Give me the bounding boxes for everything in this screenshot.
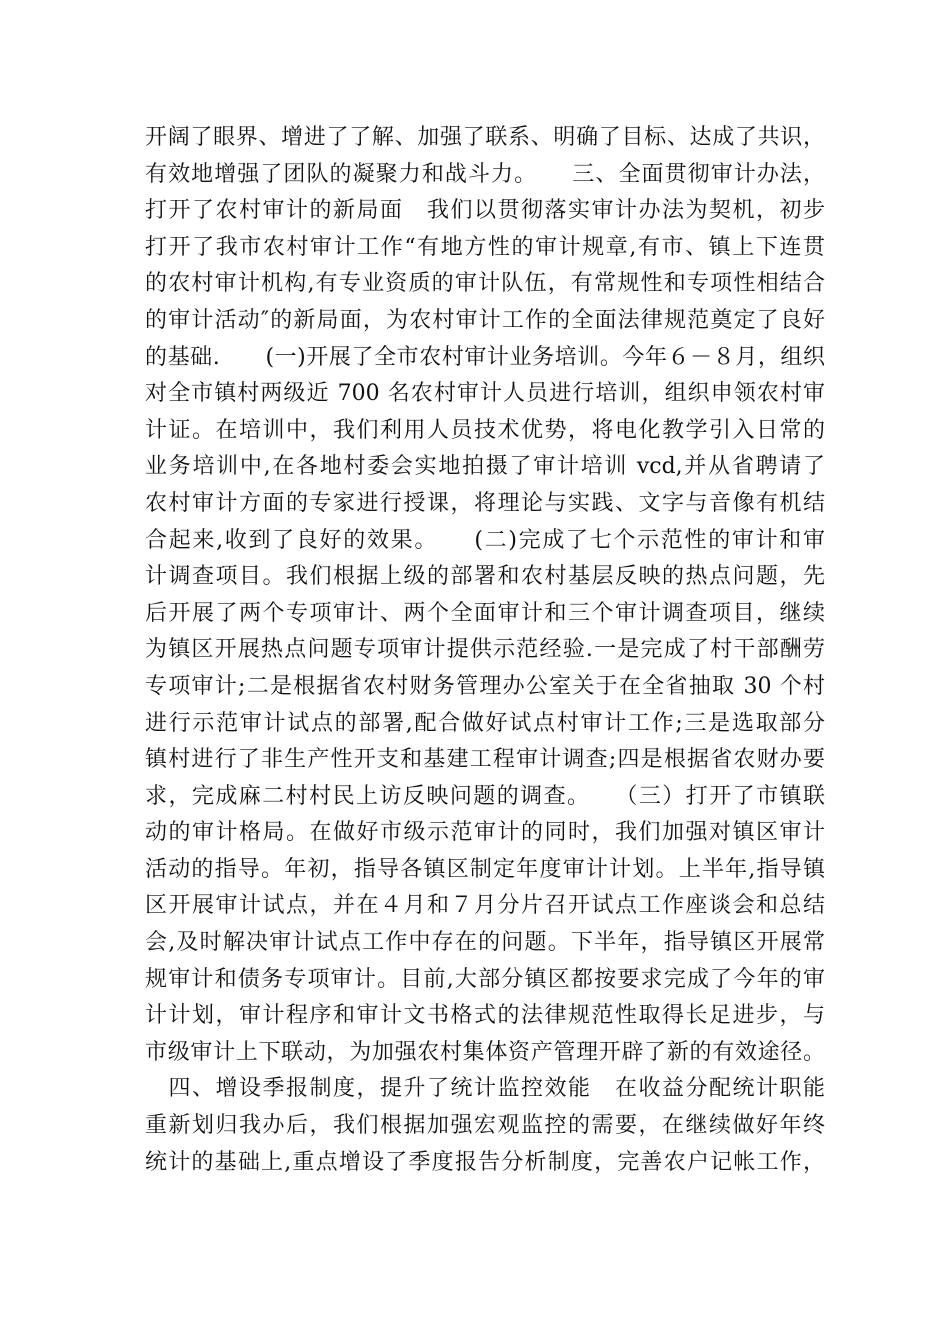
text-line: 对全市镇村两级近 700 名农村审计人员进行培训，组织申领农村审 [145,381,825,407]
text-line: 进行示范审计试点的部署,配合做好试点村审计工作;三是选取部分 [145,710,825,736]
text-line: 为镇区开展热点问题专项审计提供示范经验.一是完成了村干部酬劳 [145,637,825,663]
text-line: 的审计活动″的新局面，为农村审计工作的全面法律规范奠定了良好 [145,307,825,333]
text-line: 计证。在培训中，我们利用人员技术优势，将电化教学引入日常的 [145,417,825,443]
text-line: 活动的指导。年初，指导各镇区制定年度审计计划。上半年,指导镇 [145,856,825,882]
text-line: 区开展审计试点，并在４月和７月分片召开试点工作座谈会和总结 [145,893,825,919]
text-line: 镇村进行了非生产性开支和基建工程审计调查;四是根据省农财办要 [145,747,825,773]
text-line: 会,及时解决审计试点工作中存在的问题。下半年，指导镇区开展常 [145,930,825,956]
text-line: 统计的基础上,重点增设了季度报告分析制度，完善农户记帐工作， [145,1149,825,1175]
text-line: 打开了我市农村审计工作“有地方性的审计规章,有市、镇上下连贯 [145,234,825,260]
text-line: 市级审计上下联动，为加强农村集体资产管理开辟了新的有效途径。 [145,1039,825,1065]
text-line: 有效地增强了团队的凝聚力和战斗力。 三、全面贯彻审计办法， [145,161,825,187]
text-line: 合起来,收到了良好的效果。 (二)完成了七个示范性的审计和审 [145,527,825,553]
text-line: 四、增设季报制度，提升了统计监控效能 在收益分配统计职能 [145,1076,825,1102]
text-line: 后开展了两个专项审计、两个全面审计和三个审计调查项目，继续 [145,600,825,626]
text-line: 的农村审计机构,有专业资质的审计队伍，有常规性和专项性相结合 [145,271,825,297]
text-line: 规审计和债务专项审计。目前,大部分镇区都按要求完成了今年的审 [145,966,825,992]
text-line: 打开了农村审计的新局面 我们以贯彻落实审计办法为契机，初步 [145,198,825,224]
text-line: 计调查项目。我们根据上级的部署和农村基层反映的热点问题，先 [145,564,825,590]
text-line: 专项审计;二是根据省农村财务管理办公室关于在全省抽取 30 个村 [145,673,825,699]
text-line: 动的审计格局。在做好市级示范审计的同时，我们加强对镇区审计 [145,820,825,846]
text-line: 农村审计方面的专家进行授课，将理论与实践、文字与音像有机结 [145,490,825,516]
text-line: 求，完成麻二村村民上访反映问题的调查。 （三）打开了市镇联 [145,783,825,809]
text-line: 计计划，审计程序和审计文书格式的法律规范性取得长足进步，与 [145,1003,825,1029]
body-text [145,120,825,1181]
text-line: 的基础. (一)开展了全市农村审计业务培训。今年６－８月，组织 [145,344,825,370]
text-line: 重新划归我办后，我们根据加强宏观监控的需要，在继续做好年终 [145,1113,825,1139]
text-line: 业务培训中,在各地村委会实地拍摄了审计培训 vcd,并从省聘请了 [145,454,825,480]
text-line: 开阔了眼界、增进了了解、加强了联系、明确了目标、达成了共识， [145,125,825,150]
